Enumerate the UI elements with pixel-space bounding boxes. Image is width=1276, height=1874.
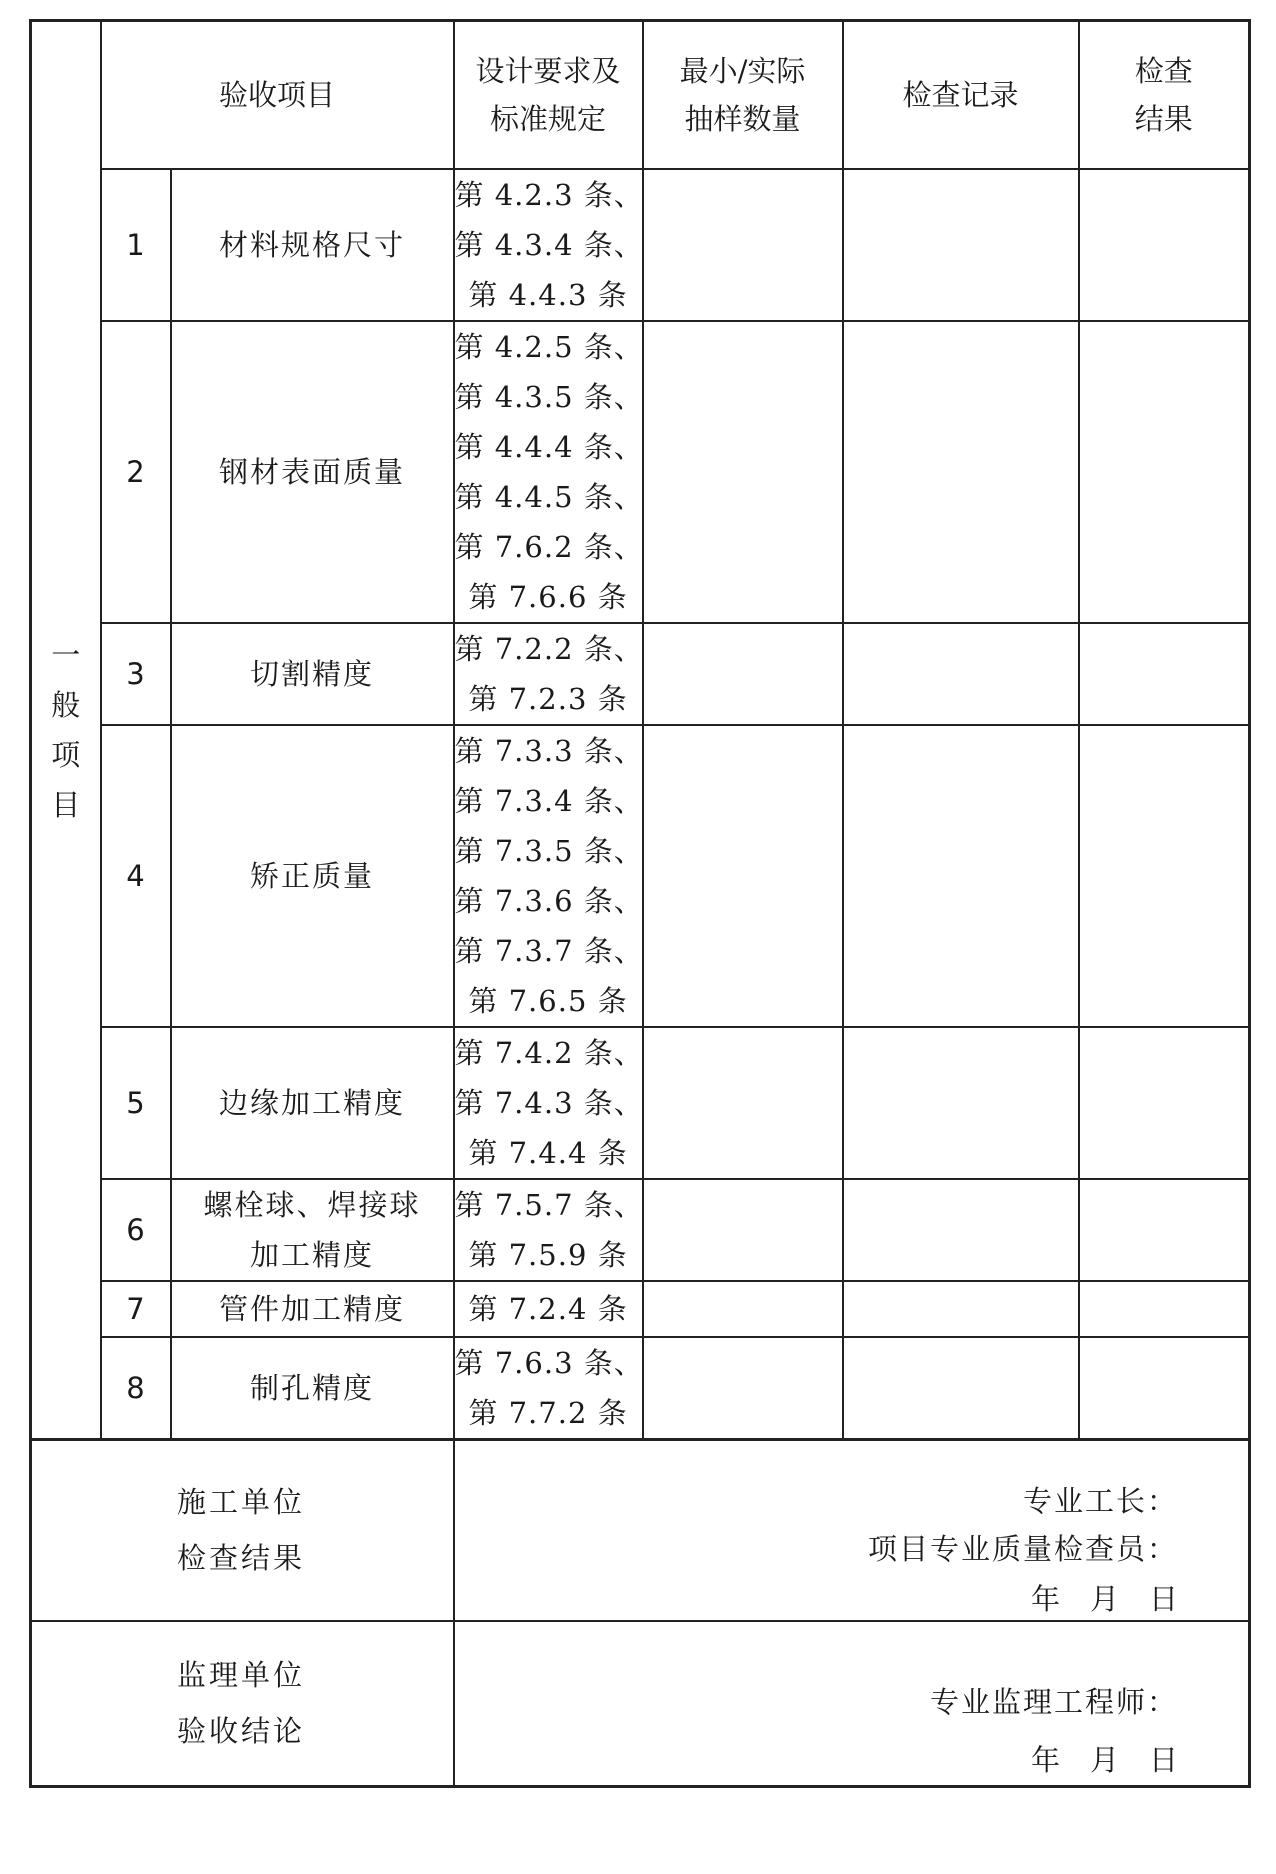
spec-clause-reference: 第 4.2.3 条、 xyxy=(454,177,644,212)
spec-clause-reference: 第 7.2.2 条、 xyxy=(454,631,644,666)
header-sample-line-1: 最小/实际 xyxy=(679,53,806,88)
date-day: 日 xyxy=(1149,1743,1179,1777)
spec-clause-reference: 第 7.3.7 条、 xyxy=(454,933,644,968)
supervision-sign-area xyxy=(454,1621,1250,1786)
inspection-result-cell[interactable] xyxy=(1079,725,1250,1027)
spec-clause-reference: 第 7.3.5 条、 xyxy=(454,833,644,868)
spec-clause-reference: 第 4.4.3 条 xyxy=(468,277,628,312)
spec-clause-reference: 第 7.6.5 条 xyxy=(468,983,628,1018)
item-number: 6 xyxy=(101,1179,171,1281)
inspection-result-cell[interactable] xyxy=(1079,1179,1250,1281)
item-row xyxy=(31,1027,1250,1179)
spec-reference-cell xyxy=(454,1179,643,1281)
construction-row xyxy=(31,1439,1250,1621)
item-name-line: 边缘加工精度 xyxy=(219,1085,406,1120)
construction-label-line-1: 施工单位 xyxy=(177,1485,306,1520)
header-row xyxy=(31,21,1250,169)
header-spec-line-1: 设计要求及 xyxy=(475,53,621,88)
section-label-char: 目 xyxy=(51,787,81,822)
spec-clause-reference: 第 4.2.5 条、 xyxy=(454,329,644,364)
item-row xyxy=(31,321,1250,623)
item-name xyxy=(171,321,454,623)
item-name-line: 切割精度 xyxy=(250,656,375,691)
item-name xyxy=(171,1027,454,1179)
item-row xyxy=(31,1337,1250,1440)
spec-reference-cell xyxy=(454,1027,643,1179)
spec-clause-reference: 第 7.7.2 条 xyxy=(468,1395,628,1430)
section-label-general-items xyxy=(31,21,101,1440)
sample-quantity-cell[interactable] xyxy=(643,725,843,1027)
spec-reference-cell xyxy=(454,725,643,1027)
inspection-result-cell[interactable] xyxy=(1079,1281,1250,1337)
spec-clause-reference: 第 7.3.4 条、 xyxy=(454,783,644,818)
spec-clause-reference: 第 4.4.5 条、 xyxy=(454,479,644,514)
item-name-line: 钢材表面质量 xyxy=(219,454,406,489)
spec-clause-reference: 第 7.3.6 条、 xyxy=(454,883,644,918)
supervising-engineer-label: 专业监理工程师： xyxy=(930,1685,1179,1719)
inspection-record-cell[interactable] xyxy=(843,1337,1079,1440)
item-number: 7 xyxy=(101,1281,171,1337)
sample-quantity-cell[interactable] xyxy=(643,321,843,623)
header-sample xyxy=(643,21,843,169)
sample-quantity-cell[interactable] xyxy=(643,1179,843,1281)
supervision-unit-label xyxy=(31,1621,454,1786)
header-item: 验收项目 xyxy=(101,21,454,169)
header-record: 检查记录 xyxy=(843,21,1079,169)
section-label-char: 般 xyxy=(51,687,81,722)
item-name-line: 管件加工精度 xyxy=(219,1291,406,1326)
item-name-line: 螺栓球、焊接球 xyxy=(203,1187,421,1222)
item-name xyxy=(171,169,454,321)
item-name xyxy=(171,1337,454,1440)
inspection-record-cell[interactable] xyxy=(843,1027,1079,1179)
spec-clause-reference: 第 7.4.3 条、 xyxy=(454,1085,644,1120)
item-row xyxy=(31,169,1250,321)
header-result-line-1: 检查 xyxy=(1134,53,1193,88)
item-name xyxy=(171,1281,454,1337)
spec-clause-reference: 第 7.3.3 条、 xyxy=(454,733,644,768)
supervision-row xyxy=(31,1621,1250,1786)
spec-clause-reference: 第 7.5.7 条、 xyxy=(454,1187,644,1222)
date-year: 年 xyxy=(1030,1581,1060,1616)
spec-reference-cell xyxy=(454,1281,643,1337)
item-name xyxy=(171,623,454,725)
spec-clause-reference: 第 4.4.4 条、 xyxy=(454,429,644,464)
sample-quantity-cell[interactable] xyxy=(643,623,843,725)
supervision-label-line-1: 监理单位 xyxy=(177,1658,306,1693)
spec-clause-reference: 第 7.5.9 条 xyxy=(468,1237,628,1272)
section-label-char: 一 xyxy=(51,637,81,672)
inspection-form-table xyxy=(29,19,1251,1788)
spec-clause-reference: 第 4.3.4 条、 xyxy=(454,227,644,262)
inspection-result-cell[interactable] xyxy=(1079,1337,1250,1440)
item-row xyxy=(31,1179,1250,1281)
construction-date xyxy=(1001,1577,1178,1618)
spec-clause-reference: 第 7.4.4 条 xyxy=(468,1135,628,1170)
construction-sign-area xyxy=(454,1439,1250,1621)
supervision-label-line-2: 验收结论 xyxy=(177,1714,306,1749)
item-name-line: 材料规格尺寸 xyxy=(219,227,406,262)
inspection-record-cell[interactable] xyxy=(843,1281,1079,1337)
spec-reference-cell xyxy=(454,623,643,725)
spec-reference-cell xyxy=(454,321,643,623)
sample-quantity-cell[interactable] xyxy=(643,1337,843,1440)
item-name xyxy=(171,725,454,1027)
inspection-record-cell[interactable] xyxy=(843,169,1079,321)
inspection-record-cell[interactable] xyxy=(843,321,1079,623)
item-name xyxy=(171,1179,454,1281)
construction-unit-label xyxy=(31,1439,454,1621)
inspection-record-cell[interactable] xyxy=(843,1179,1079,1281)
item-number: 1 xyxy=(101,169,171,321)
construction-label-line-2: 检查结果 xyxy=(177,1541,306,1576)
item-row xyxy=(31,623,1250,725)
supervision-date xyxy=(1001,1738,1178,1779)
sample-quantity-cell[interactable] xyxy=(643,1027,843,1179)
spec-clause-reference: 第 7.6.6 条 xyxy=(468,579,628,614)
item-name-line: 矫正质量 xyxy=(250,858,375,893)
spec-clause-reference: 第 7.6.3 条、 xyxy=(454,1345,644,1380)
spec-reference-cell xyxy=(454,169,643,321)
section-label-char: 项 xyxy=(51,737,81,772)
date-month: 月 xyxy=(1089,1581,1119,1616)
item-name-line: 制孔精度 xyxy=(250,1370,375,1405)
header-result xyxy=(1079,21,1250,169)
spec-reference-cell xyxy=(454,1337,643,1440)
header-sample-line-2: 抽样数量 xyxy=(684,101,801,136)
item-number: 5 xyxy=(101,1027,171,1179)
inspection-record-cell[interactable] xyxy=(843,623,1079,725)
spec-clause-reference: 第 7.2.3 条 xyxy=(468,681,628,716)
item-number: 4 xyxy=(101,725,171,1027)
header-result-line-2: 结果 xyxy=(1134,101,1193,136)
date-day: 日 xyxy=(1149,1581,1179,1616)
header-spec xyxy=(454,21,643,169)
spec-clause-reference: 第 4.3.5 条、 xyxy=(454,379,644,414)
spec-clause-reference: 第 7.6.2 条、 xyxy=(454,529,644,564)
foreman-label: 专业工长： xyxy=(1023,1483,1179,1518)
inspection-result-cell[interactable] xyxy=(1079,321,1250,623)
quality-inspector-label: 项目专业质量检查员： xyxy=(868,1531,1179,1566)
item-name-line: 加工精度 xyxy=(250,1237,375,1272)
inspection-result-cell[interactable] xyxy=(1079,623,1250,725)
item-number: 8 xyxy=(101,1337,171,1440)
item-row xyxy=(31,1281,1250,1337)
inspection-result-cell[interactable] xyxy=(1079,169,1250,321)
inspection-result-cell[interactable] xyxy=(1079,1027,1250,1179)
item-number: 2 xyxy=(101,321,171,623)
date-month: 月 xyxy=(1089,1743,1119,1777)
spec-clause-reference: 第 7.4.2 条、 xyxy=(454,1035,644,1070)
inspection-record-cell[interactable] xyxy=(843,725,1079,1027)
date-year: 年 xyxy=(1030,1743,1060,1777)
sample-quantity-cell[interactable] xyxy=(643,169,843,321)
header-spec-line-2: 标准规定 xyxy=(490,101,607,136)
spec-clause-reference: 第 7.2.4 条 xyxy=(468,1291,628,1326)
sample-quantity-cell[interactable] xyxy=(643,1281,843,1337)
item-number: 3 xyxy=(101,623,171,725)
item-row xyxy=(31,725,1250,1027)
